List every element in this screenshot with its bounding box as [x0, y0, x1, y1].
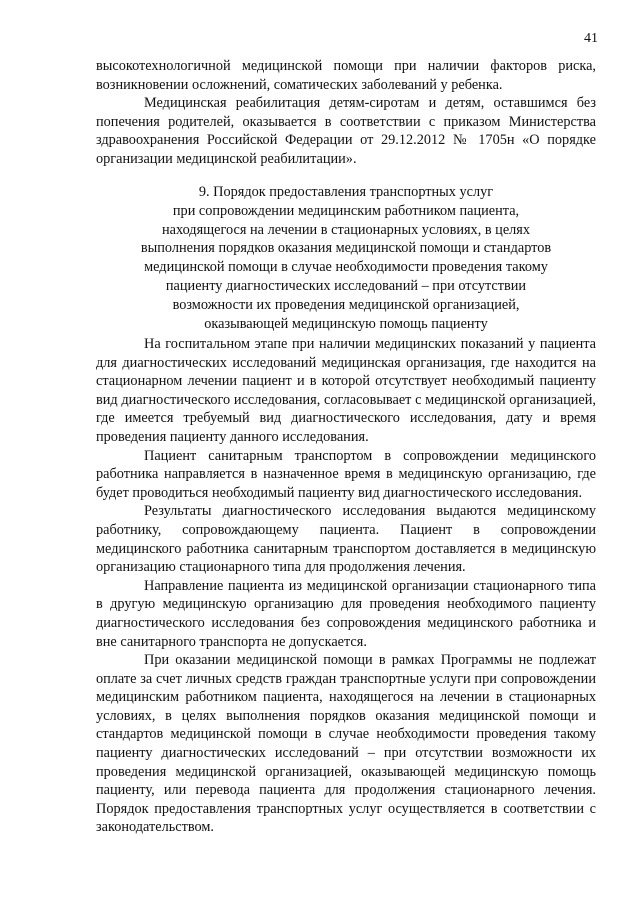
body-paragraph-5: При оказании медицинской помощи в рамках Программы не подлежат оплате за счет личных средств граждан транспортные услуги при сопровождении медицинским работником пациента, находящегося на лечении в стационарных условиях, в целях выполнения порядков оказания медицинской помощи и стандартов медицинской помощи в случае необходимости проведения такому пациенту диагностических исследований – при отсутствии возможности их проведения медицинской организацией, оказывающей медицинскую помощь пациенту, или перевода пациента для продолжения стационарного лечения. Порядок предоставления транспортных услуг осуществляется в соответствии с законодательством. — [96, 652, 596, 836]
body-paragraph-1: На госпитальном этапе при наличии медицинских показаний у пациента для диагностических исследований медицинская организация, где находится на стационарном лечении пациент и в которой отсутствует необходимый пациенту вид диагностического исследования, согласовывает с медицинской организацией, где имеется требуемый вид диагностического исследования, дату и время проведения пациенту данного исследования. — [96, 336, 596, 445]
body-paragraph-2: Пациент санитарным транспортом в сопровождении медицинского работника направляется в назначенное время в медицинскую организацию, где будет проводиться необходимый пациенту вид диагностического исследования. — [96, 447, 596, 501]
section-heading-line: оказывающей медицинскую помощь пациенту — [204, 315, 488, 332]
body-paragraph-3: Результаты диагностического исследования выдаются медицинскому работнику, сопровождающему пациента. Пациент в сопровождении медицинского работника санитарным транспортом доставляется в медицинскую организацию стационарного типа для продолжения лечения. — [96, 503, 596, 576]
section-heading-line: пациенту диагностических исследований – при отсутствии — [165, 277, 527, 294]
section-heading-line: находящегося на лечении в стационарных условиях, в целях — [161, 221, 531, 238]
section-heading-line: выполнения порядков оказания медицинской помощи и стандартов — [140, 240, 552, 257]
section-heading — [96, 183, 596, 333]
section-heading-line: 9. Порядок предоставления транспортных услуг — [198, 184, 494, 200]
body-paragraph-4: Направление пациента из медицинской организации стационарного типа в другую медицинскую организацию для проведения необходимого пациенту диагностического исследования без сопровождения медицинского работника и вне санитарного транспорта не допускается. — [96, 577, 596, 650]
intro-paragraph-2: Медицинская реабилитация детям-сиротам и детям, оставшимся без попечения родителей, оказывается в соответствии с приказом Министерства здравоохранения Российской Федерации от 29.12.2012 № 1705н «О порядке организации медицинской реабилитации». — [96, 95, 596, 167]
section-heading-line: при сопровождении медицинским работником пациента, — [172, 202, 520, 219]
page-number: 41 — [584, 31, 598, 46]
section-heading-line: медицинской помощи в случае необходимости проведения такому — [144, 259, 548, 276]
section-body — [96, 335, 596, 837]
section-heading-line: возможности их проведения медицинской организацией, — [172, 296, 520, 313]
intro-paragraph-1: высокотехнологичной медицинской помощи при наличии факторов риска, возникновении осложнений, соматических заболеваний у ребенка. — [96, 58, 596, 93]
intro-text — [96, 57, 596, 169]
